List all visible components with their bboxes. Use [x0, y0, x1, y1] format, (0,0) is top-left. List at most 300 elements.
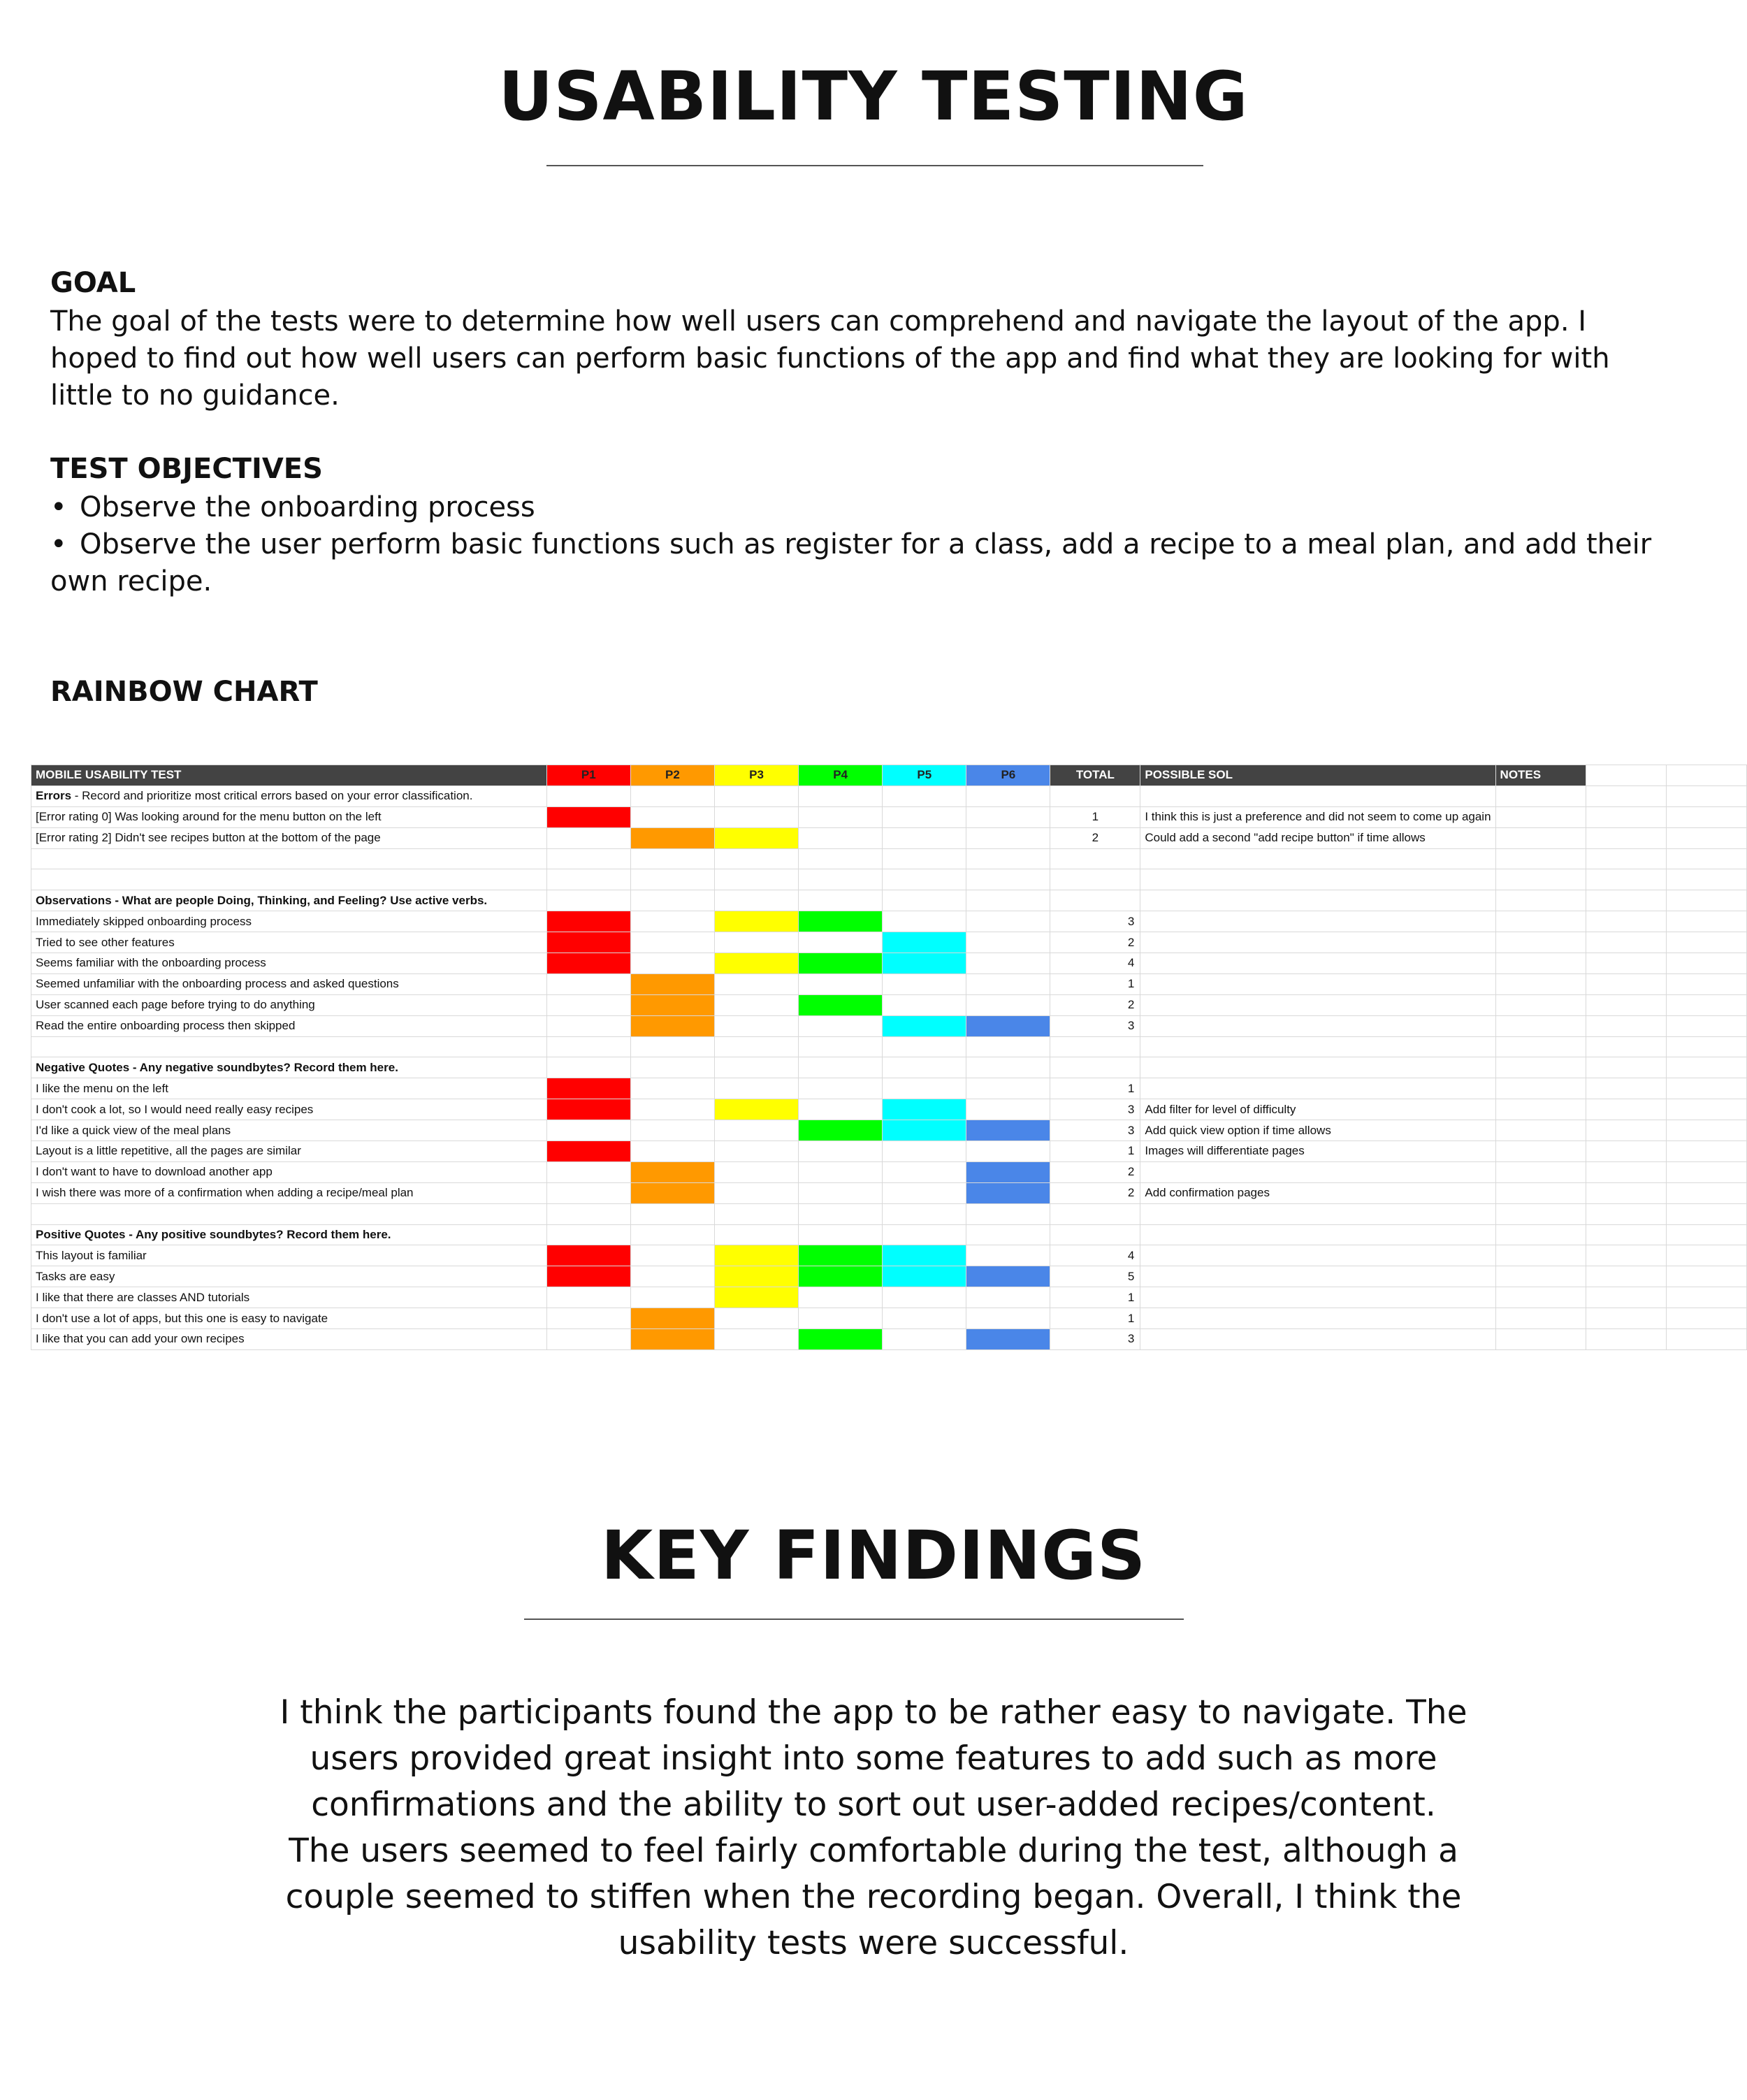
- empty-cell: [630, 785, 714, 806]
- row-solution: Images will differentiate pages: [1140, 1141, 1495, 1162]
- key-findings-divider: [524, 1619, 1184, 1620]
- objective-item: [50, 526, 1679, 600]
- mark-p3: [714, 1099, 798, 1120]
- row-solution: [1140, 1161, 1495, 1182]
- empty-cell: [1667, 1266, 1747, 1287]
- row-solution: [1140, 1078, 1495, 1099]
- mark-p1: [546, 911, 630, 932]
- table-row: [31, 973, 1747, 994]
- bullet-icon: •: [50, 528, 67, 560]
- empty-cell: [1586, 806, 1667, 827]
- empty-mark: [799, 1078, 883, 1099]
- table-row: [31, 1099, 1747, 1120]
- empty-cell: [1667, 1120, 1747, 1141]
- empty-cell: [1495, 806, 1586, 827]
- row-label: I like the menu on the left: [31, 1078, 547, 1099]
- empty-cell: [1495, 1203, 1586, 1224]
- empty-cell: [1495, 869, 1586, 890]
- empty-cell: [546, 869, 630, 890]
- empty-mark: [714, 806, 798, 827]
- empty-cell: [1495, 848, 1586, 869]
- rainbow-chart-table: [31, 765, 1747, 1350]
- empty-mark: [546, 1015, 630, 1036]
- row-label: I don't cook a lot, so I would need really easy recipes: [31, 1099, 547, 1120]
- mark-p6: [966, 1015, 1050, 1036]
- empty-cell: [1586, 1141, 1667, 1162]
- empty-mark: [966, 827, 1050, 848]
- section-row: [31, 1224, 1747, 1245]
- section-label: [31, 1057, 547, 1078]
- empty-cell: [1050, 869, 1140, 890]
- objective-item: [50, 489, 1679, 526]
- key-findings-line: I think the participants found the app to be rather easy to navigate. The: [280, 1693, 1467, 1732]
- empty-cell: [1495, 1266, 1586, 1287]
- empty-cell: [966, 848, 1050, 869]
- header-p6: P6: [966, 765, 1050, 786]
- empty-mark: [546, 1308, 630, 1329]
- empty-cell: [1586, 1203, 1667, 1224]
- empty-cell: [1667, 848, 1747, 869]
- mark-p3: [714, 1266, 798, 1287]
- empty-cell: [630, 1224, 714, 1245]
- table-row: [31, 1015, 1747, 1036]
- table-row: [31, 911, 1747, 932]
- mark-p2: [630, 827, 714, 848]
- empty-cell: [714, 785, 798, 806]
- empty-cell: [799, 1057, 883, 1078]
- empty-mark: [546, 1287, 630, 1308]
- row-total: 1: [1050, 806, 1140, 827]
- empty-mark: [714, 973, 798, 994]
- mark-p2: [630, 994, 714, 1015]
- empty-mark: [714, 1015, 798, 1036]
- empty-mark: [714, 1182, 798, 1203]
- empty-cell: [1495, 890, 1586, 911]
- mark-p4: [799, 1120, 883, 1141]
- empty-cell: [883, 869, 966, 890]
- row-total: 4: [1050, 1245, 1140, 1266]
- mark-p1: [546, 932, 630, 953]
- blank-row: [31, 1203, 1747, 1224]
- row-solution: Could add a second "add recipe button" if time allows: [1140, 827, 1495, 848]
- empty-mark: [799, 973, 883, 994]
- blank-row: [31, 848, 1747, 869]
- empty-cell: [31, 848, 547, 869]
- empty-cell: [1586, 1078, 1667, 1099]
- empty-cell: [966, 890, 1050, 911]
- header-total: TOTAL: [1050, 765, 1140, 786]
- empty-cell: [1586, 973, 1667, 994]
- header-notes: NOTES: [1495, 765, 1586, 786]
- row-label: Tried to see other features: [31, 932, 547, 953]
- empty-cell: [1495, 911, 1586, 932]
- empty-cell: [1586, 1161, 1667, 1182]
- mark-p6: [966, 1120, 1050, 1141]
- mark-p4: [799, 994, 883, 1015]
- row-label: Seemed unfamiliar with the onboarding process and asked questions: [31, 973, 547, 994]
- empty-cell: [1667, 911, 1747, 932]
- mark-p2: [630, 1182, 714, 1203]
- empty-cell: [1140, 890, 1495, 911]
- empty-cell: [31, 869, 547, 890]
- section-row: [31, 1057, 1747, 1078]
- empty-cell: [1050, 785, 1140, 806]
- empty-mark: [630, 911, 714, 932]
- empty-mark: [966, 1141, 1050, 1162]
- empty-mark: [630, 1245, 714, 1266]
- empty-mark: [883, 1287, 966, 1308]
- empty-cell: [1586, 1266, 1667, 1287]
- empty-cell: [1667, 1287, 1747, 1308]
- mark-p5: [883, 1120, 966, 1141]
- mark-p6: [966, 1329, 1050, 1350]
- empty-mark: [883, 806, 966, 827]
- mark-p2: [630, 1161, 714, 1182]
- table-row: [31, 1287, 1747, 1308]
- empty-cell: [1586, 785, 1667, 806]
- row-label: Layout is a little repetitive, all the pages are similar: [31, 1141, 547, 1162]
- empty-cell: [1667, 1329, 1747, 1350]
- empty-mark: [883, 1141, 966, 1162]
- table-row: [31, 1329, 1747, 1350]
- empty-cell: [1495, 1287, 1586, 1308]
- empty-mark: [883, 1308, 966, 1329]
- row-total: 5: [1050, 1266, 1140, 1287]
- empty-cell: [883, 1224, 966, 1245]
- empty-mark: [714, 1078, 798, 1099]
- empty-cell: [1667, 1182, 1747, 1203]
- empty-cell: [1495, 1057, 1586, 1078]
- key-findings-title: KEY FINDINGS: [600, 1516, 1147, 1595]
- key-findings-line: confirmations and the ability to sort out user-added recipes/content.: [311, 1786, 1436, 1824]
- empty-cell: [966, 785, 1050, 806]
- empty-mark: [799, 1182, 883, 1203]
- header-solution: POSSIBLE SOL: [1140, 765, 1495, 786]
- mark-p2: [630, 973, 714, 994]
- empty-cell: [883, 890, 966, 911]
- mark-p3: [714, 911, 798, 932]
- section-label: [31, 785, 547, 806]
- header-p2: P2: [630, 765, 714, 786]
- empty-mark: [966, 1099, 1050, 1120]
- empty-cell: [1586, 1057, 1667, 1078]
- page-title: USABILITY TESTING: [498, 57, 1249, 136]
- empty-cell: [883, 1057, 966, 1078]
- empty-mark: [966, 806, 1050, 827]
- mark-p1: [546, 1266, 630, 1287]
- header-p1: P1: [546, 765, 630, 786]
- row-solution: [1140, 911, 1495, 932]
- row-total: 1: [1050, 973, 1140, 994]
- section-title: Negative Quotes - Any negative soundbytes? Record them here.: [36, 1060, 398, 1074]
- empty-cell: [714, 1036, 798, 1057]
- empty-mark: [546, 994, 630, 1015]
- empty-mark: [966, 932, 1050, 953]
- table-row: [31, 932, 1747, 953]
- empty-cell: [1050, 1036, 1140, 1057]
- empty-cell: [1140, 1057, 1495, 1078]
- empty-mark: [966, 1308, 1050, 1329]
- empty-cell: [966, 1224, 1050, 1245]
- objectives-heading: TEST OBJECTIVES: [50, 453, 323, 485]
- empty-cell: [1586, 869, 1667, 890]
- empty-mark: [799, 806, 883, 827]
- empty-cell: [31, 1036, 547, 1057]
- row-total: 2: [1050, 827, 1140, 848]
- empty-mark: [799, 1015, 883, 1036]
- empty-cell: [1495, 1036, 1586, 1057]
- empty-mark: [799, 1308, 883, 1329]
- table-row: [31, 1161, 1747, 1182]
- empty-mark: [799, 827, 883, 848]
- empty-cell: [714, 869, 798, 890]
- row-total: 1: [1050, 1287, 1140, 1308]
- empty-cell: [1050, 848, 1140, 869]
- objective-text: Observe the user perform basic functions such as register for a class, add a recipe to a meal plan, and add their own recipe.: [50, 528, 1652, 598]
- mark-p1: [546, 1078, 630, 1099]
- empty-mark: [546, 1329, 630, 1350]
- mark-p2: [630, 1015, 714, 1036]
- empty-cell: [1495, 1015, 1586, 1036]
- empty-cell: [1667, 785, 1747, 806]
- empty-cell: [1586, 953, 1667, 974]
- mark-p4: [799, 1245, 883, 1266]
- section-label: [31, 1224, 547, 1245]
- empty-mark: [799, 1141, 883, 1162]
- empty-mark: [714, 1329, 798, 1350]
- header-title: MOBILE USABILITY TEST: [31, 765, 547, 786]
- mark-p4: [799, 1329, 883, 1350]
- empty-cell: [546, 1036, 630, 1057]
- table-body: [31, 785, 1747, 1349]
- empty-cell: [1140, 785, 1495, 806]
- empty-cell: [546, 785, 630, 806]
- table-row: [31, 827, 1747, 848]
- empty-cell: [1495, 1141, 1586, 1162]
- empty-cell: [1050, 890, 1140, 911]
- table-row: [31, 1245, 1747, 1266]
- objectives-list: [50, 489, 1679, 600]
- row-solution: [1140, 1015, 1495, 1036]
- empty-cell: [1586, 932, 1667, 953]
- mark-p5: [883, 1015, 966, 1036]
- row-solution: Add quick view option if time allows: [1140, 1120, 1495, 1141]
- empty-mark: [883, 994, 966, 1015]
- empty-cell: [1140, 1036, 1495, 1057]
- mark-p2: [630, 1308, 714, 1329]
- row-solution: I think this is just a preference and did not seem to come up again: [1140, 806, 1495, 827]
- empty-mark: [630, 932, 714, 953]
- table-row: [31, 1078, 1747, 1099]
- empty-cell: [1495, 1308, 1586, 1329]
- empty-mark: [966, 973, 1050, 994]
- empty-mark: [966, 911, 1050, 932]
- row-total: 3: [1050, 1120, 1140, 1141]
- empty-cell: [1495, 1329, 1586, 1350]
- table-row: [31, 1308, 1747, 1329]
- objective-text: Observe the onboarding process: [80, 491, 535, 523]
- empty-cell: [1586, 1182, 1667, 1203]
- row-solution: [1140, 1308, 1495, 1329]
- empty-mark: [714, 1141, 798, 1162]
- header-p4: P4: [799, 765, 883, 786]
- mark-p1: [546, 806, 630, 827]
- row-total: 4: [1050, 953, 1140, 974]
- empty-cell: [546, 890, 630, 911]
- empty-cell: [1667, 1308, 1747, 1329]
- header-p3: P3: [714, 765, 798, 786]
- empty-cell: [1667, 953, 1747, 974]
- row-solution: [1140, 932, 1495, 953]
- empty-mark: [546, 1161, 630, 1182]
- empty-cell: [1586, 1245, 1667, 1266]
- empty-cell: [1050, 1203, 1140, 1224]
- empty-cell: [883, 1203, 966, 1224]
- empty-cell: [1667, 1036, 1747, 1057]
- empty-cell: [546, 1224, 630, 1245]
- mark-p5: [883, 1245, 966, 1266]
- empty-cell: [1495, 1245, 1586, 1266]
- key-findings-line: users provided great insight into some features to add such as more: [310, 1739, 1437, 1778]
- row-total: 2: [1050, 994, 1140, 1015]
- empty-mark: [799, 1099, 883, 1120]
- empty-cell: [1586, 848, 1667, 869]
- table-row: [31, 1120, 1747, 1141]
- empty-cell: [1667, 765, 1747, 786]
- row-total: 3: [1050, 1329, 1140, 1350]
- key-findings-text: [210, 1690, 1537, 1967]
- empty-mark: [630, 953, 714, 974]
- mark-p6: [966, 1182, 1050, 1203]
- empty-cell: [714, 890, 798, 911]
- row-solution: [1140, 973, 1495, 994]
- empty-mark: [630, 1266, 714, 1287]
- empty-cell: [1495, 1078, 1586, 1099]
- empty-cell: [546, 1057, 630, 1078]
- empty-cell: [630, 1036, 714, 1057]
- empty-mark: [799, 1287, 883, 1308]
- empty-mark: [883, 1182, 966, 1203]
- rainbow-heading: RAINBOW CHART: [50, 676, 318, 708]
- empty-cell: [1667, 827, 1747, 848]
- table-row: [31, 994, 1747, 1015]
- empty-mark: [630, 1099, 714, 1120]
- row-total: 1: [1050, 1308, 1140, 1329]
- empty-cell: [1495, 932, 1586, 953]
- empty-mark: [546, 827, 630, 848]
- key-findings-line: The users seemed to feel fairly comfortable during the test, although a: [289, 1832, 1458, 1870]
- empty-cell: [1667, 1099, 1747, 1120]
- row-total: 2: [1050, 932, 1140, 953]
- row-solution: [1140, 1266, 1495, 1287]
- empty-mark: [966, 994, 1050, 1015]
- empty-cell: [1050, 1057, 1140, 1078]
- table-row: [31, 1141, 1747, 1162]
- section-label: [31, 890, 547, 911]
- empty-cell: [1667, 994, 1747, 1015]
- empty-cell: [1495, 1120, 1586, 1141]
- empty-cell: [1667, 1245, 1747, 1266]
- goal-heading: GOAL: [50, 267, 136, 299]
- empty-mark: [799, 932, 883, 953]
- mark-p3: [714, 827, 798, 848]
- empty-cell: [630, 1203, 714, 1224]
- empty-mark: [966, 1245, 1050, 1266]
- empty-cell: [1586, 911, 1667, 932]
- row-total: 2: [1050, 1182, 1140, 1203]
- empty-cell: [1586, 1308, 1667, 1329]
- header-p5: P5: [883, 765, 966, 786]
- blank-row: [31, 1036, 1747, 1057]
- row-total: 1: [1050, 1141, 1140, 1162]
- empty-cell: [714, 1203, 798, 1224]
- empty-cell: [1667, 1141, 1747, 1162]
- empty-cell: [1140, 869, 1495, 890]
- empty-cell: [546, 1203, 630, 1224]
- empty-mark: [883, 1329, 966, 1350]
- empty-cell: [1586, 890, 1667, 911]
- empty-mark: [630, 1141, 714, 1162]
- empty-cell: [714, 1224, 798, 1245]
- empty-cell: [799, 1036, 883, 1057]
- empty-mark: [546, 1182, 630, 1203]
- empty-cell: [1586, 765, 1667, 786]
- empty-cell: [1140, 1203, 1495, 1224]
- empty-cell: [966, 1057, 1050, 1078]
- empty-cell: [1667, 1224, 1747, 1245]
- key-findings-line: couple seemed to stiffen when the recording began. Overall, I think the: [285, 1878, 1462, 1916]
- empty-cell: [31, 1203, 547, 1224]
- mark-p5: [883, 932, 966, 953]
- empty-cell: [1667, 869, 1747, 890]
- empty-mark: [630, 1120, 714, 1141]
- empty-cell: [714, 1057, 798, 1078]
- row-solution: [1140, 1329, 1495, 1350]
- mark-p2: [630, 1329, 714, 1350]
- mark-p6: [966, 1266, 1050, 1287]
- empty-mark: [966, 1287, 1050, 1308]
- row-label: I like that there are classes AND tutorials: [31, 1287, 547, 1308]
- empty-mark: [799, 1161, 883, 1182]
- empty-mark: [883, 827, 966, 848]
- empty-cell: [630, 869, 714, 890]
- mark-p3: [714, 1245, 798, 1266]
- empty-mark: [630, 1287, 714, 1308]
- section-title: Positive Quotes - Any positive soundbytes? Record them here.: [36, 1228, 391, 1242]
- empty-cell: [1667, 1057, 1747, 1078]
- row-label: [Error rating 0] Was looking around for the menu button on the left: [31, 806, 547, 827]
- empty-cell: [1586, 1224, 1667, 1245]
- empty-mark: [546, 1120, 630, 1141]
- empty-cell: [1495, 953, 1586, 974]
- table-row: [31, 953, 1747, 974]
- mark-p5: [883, 1099, 966, 1120]
- title-divider: [546, 165, 1203, 166]
- mark-p1: [546, 953, 630, 974]
- empty-cell: [799, 848, 883, 869]
- mark-p3: [714, 1287, 798, 1308]
- row-solution: [1140, 1245, 1495, 1266]
- mark-p3: [714, 953, 798, 974]
- empty-cell: [799, 1203, 883, 1224]
- row-total: 2: [1050, 1161, 1140, 1182]
- empty-mark: [883, 973, 966, 994]
- empty-cell: [1586, 1287, 1667, 1308]
- empty-cell: [799, 869, 883, 890]
- empty-cell: [1586, 827, 1667, 848]
- empty-cell: [1586, 1120, 1667, 1141]
- empty-mark: [630, 1078, 714, 1099]
